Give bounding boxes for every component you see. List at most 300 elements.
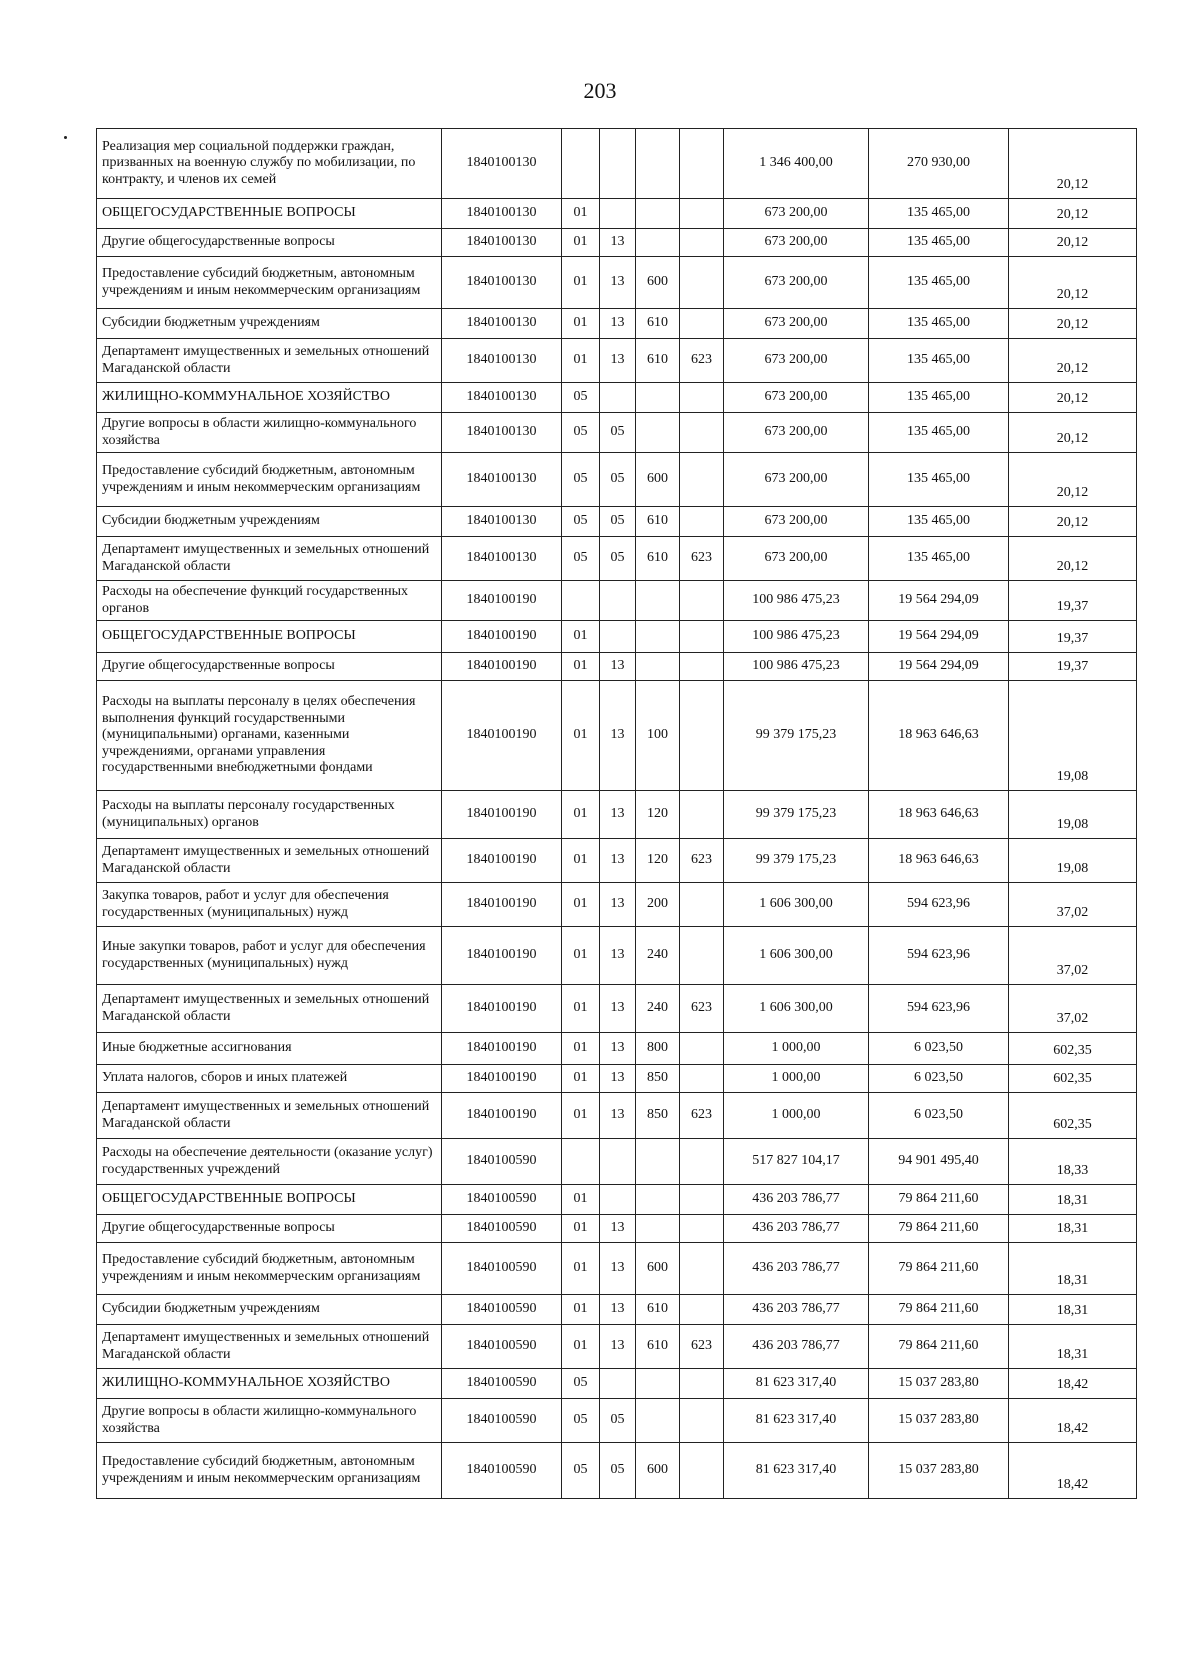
subsection-code: 13 [600,1093,636,1139]
expense-type-code: 610 [636,1295,680,1325]
subsection-code: 13 [600,839,636,883]
target-code: 1840100130 [442,339,562,383]
admin-code [680,581,724,621]
row-description: Предоставление субсидий бюджетным, автономным учреждениям и иным некоммерческим организациям [97,453,442,507]
percent-executed: 602,35 [1009,1065,1137,1093]
admin-code [680,791,724,839]
percent-executed: 18,42 [1009,1443,1137,1499]
percent-executed: 18,42 [1009,1369,1137,1399]
target-code: 1840100190 [442,883,562,927]
actual-amount: 135 465,00 [869,507,1009,537]
subsection-code [600,1185,636,1215]
planned-amount: 99 379 175,23 [724,681,869,791]
expense-type-code [636,383,680,413]
actual-amount: 6 023,50 [869,1065,1009,1093]
subsection-code: 13 [600,1215,636,1243]
target-code: 1840100190 [442,1065,562,1093]
planned-amount: 1 606 300,00 [724,883,869,927]
planned-amount: 517 827 104,17 [724,1139,869,1185]
target-code: 1840100590 [442,1139,562,1185]
row-description: ОБЩЕГОСУДАРСТВЕННЫЕ ВОПРОСЫ [97,199,442,229]
section-code: 01 [562,1033,600,1065]
expense-type-code [636,129,680,199]
actual-amount: 135 465,00 [869,257,1009,309]
actual-amount: 19 564 294,09 [869,581,1009,621]
section-code: 05 [562,453,600,507]
percent-executed: 37,02 [1009,985,1137,1033]
row-description: Субсидии бюджетным учреждениям [97,507,442,537]
admin-code [680,1185,724,1215]
actual-amount: 79 864 211,60 [869,1185,1009,1215]
table-row [97,621,1137,653]
admin-code [680,1139,724,1185]
section-code: 05 [562,1399,600,1443]
subsection-code: 13 [600,257,636,309]
planned-amount: 673 200,00 [724,339,869,383]
actual-amount: 6 023,50 [869,1093,1009,1139]
target-code: 1840100590 [442,1443,562,1499]
expense-type-code [636,199,680,229]
expense-type-code [636,1139,680,1185]
row-description: Расходы на обеспечение функций государственных органов [97,581,442,621]
subsection-code [600,199,636,229]
admin-code [680,413,724,453]
actual-amount: 594 623,96 [869,985,1009,1033]
row-description: Предоставление субсидий бюджетным, автономным учреждениям и иным некоммерческим организациям [97,1443,442,1499]
row-description: Другие общегосударственные вопросы [97,229,442,257]
table-row [97,927,1137,985]
planned-amount: 673 200,00 [724,383,869,413]
target-code: 1840100590 [442,1185,562,1215]
table-row [97,1325,1137,1369]
percent-executed: 20,12 [1009,537,1137,581]
admin-code [680,507,724,537]
row-description: ОБЩЕГОСУДАРСТВЕННЫЕ ВОПРОСЫ [97,621,442,653]
actual-amount: 79 864 211,60 [869,1215,1009,1243]
percent-executed: 602,35 [1009,1033,1137,1065]
expense-type-code [636,621,680,653]
target-code: 1840100590 [442,1399,562,1443]
subsection-code: 05 [600,413,636,453]
planned-amount: 673 200,00 [724,229,869,257]
expense-type-code: 240 [636,927,680,985]
percent-executed: 18,33 [1009,1139,1137,1185]
row-description: Другие вопросы в области жилищно-коммунального хозяйства [97,413,442,453]
subsection-code: 13 [600,1243,636,1295]
target-code: 1840100130 [442,229,562,257]
expense-type-code: 600 [636,257,680,309]
actual-amount: 15 037 283,80 [869,1443,1009,1499]
row-description: Другие вопросы в области жилищно-коммунального хозяйства [97,1399,442,1443]
admin-code [680,1399,724,1443]
actual-amount: 135 465,00 [869,309,1009,339]
planned-amount: 436 203 786,77 [724,1243,869,1295]
percent-executed: 18,31 [1009,1325,1137,1369]
expense-type-code [636,1215,680,1243]
table-row [97,1215,1137,1243]
expense-type-code [636,229,680,257]
section-code: 01 [562,621,600,653]
expense-type-code [636,1399,680,1443]
table-row [97,1399,1137,1443]
table-row [97,339,1137,383]
table-row [97,1139,1137,1185]
target-code: 1840100130 [442,537,562,581]
admin-code [680,1033,724,1065]
target-code: 1840100130 [442,413,562,453]
admin-code: 623 [680,1325,724,1369]
table-row [97,1065,1137,1093]
expense-type-code [636,1369,680,1399]
table-row [97,883,1137,927]
planned-amount: 99 379 175,23 [724,839,869,883]
actual-amount: 79 864 211,60 [869,1243,1009,1295]
planned-amount: 1 346 400,00 [724,129,869,199]
row-description: Иные закупки товаров, работ и услуг для обеспечения государственных (муниципальных) нужд [97,927,442,985]
admin-code [680,229,724,257]
row-description: Департамент имущественных и земельных отношений Магаданской области [97,339,442,383]
subsection-code: 13 [600,1065,636,1093]
subsection-code: 13 [600,791,636,839]
admin-code [680,453,724,507]
admin-code [680,681,724,791]
table-row [97,839,1137,883]
subsection-code: 05 [600,537,636,581]
target-code: 1840100590 [442,1369,562,1399]
target-code: 1840100130 [442,383,562,413]
actual-amount: 135 465,00 [869,383,1009,413]
planned-amount: 1 000,00 [724,1093,869,1139]
expense-type-code: 100 [636,681,680,791]
admin-code [680,129,724,199]
section-code: 05 [562,537,600,581]
target-code: 1840100190 [442,839,562,883]
scan-speck [64,136,67,139]
table-row [97,1033,1137,1065]
section-code: 01 [562,309,600,339]
expense-type-code: 850 [636,1065,680,1093]
table-row [97,1443,1137,1499]
admin-code: 623 [680,839,724,883]
section-code: 01 [562,1065,600,1093]
percent-executed: 18,31 [1009,1215,1137,1243]
actual-amount: 18 963 646,63 [869,791,1009,839]
actual-amount: 135 465,00 [869,199,1009,229]
admin-code [680,621,724,653]
percent-executed: 20,12 [1009,339,1137,383]
admin-code [680,927,724,985]
actual-amount: 18 963 646,63 [869,839,1009,883]
planned-amount: 1 000,00 [724,1033,869,1065]
section-code: 01 [562,199,600,229]
actual-amount: 594 623,96 [869,927,1009,985]
target-code: 1840100190 [442,927,562,985]
table-row [97,681,1137,791]
planned-amount: 99 379 175,23 [724,791,869,839]
planned-amount: 673 200,00 [724,309,869,339]
subsection-code [600,129,636,199]
subsection-code [600,1369,636,1399]
row-description: ОБЩЕГОСУДАРСТВЕННЫЕ ВОПРОСЫ [97,1185,442,1215]
expense-type-code: 610 [636,537,680,581]
row-description: Предоставление субсидий бюджетным, автономным учреждениям и иным некоммерческим организациям [97,1243,442,1295]
section-code: 01 [562,985,600,1033]
target-code: 1840100130 [442,257,562,309]
budget-table [96,128,1137,1499]
target-code: 1840100130 [442,507,562,537]
table-row [97,537,1137,581]
table-row [97,453,1137,507]
percent-executed: 19,08 [1009,839,1137,883]
section-code: 01 [562,339,600,383]
actual-amount: 94 901 495,40 [869,1139,1009,1185]
planned-amount: 100 986 475,23 [724,653,869,681]
row-description: Предоставление субсидий бюджетным, автономным учреждениям и иным некоммерческим организациям [97,257,442,309]
planned-amount: 100 986 475,23 [724,621,869,653]
section-code: 01 [562,1093,600,1139]
percent-executed: 20,12 [1009,229,1137,257]
target-code: 1840100190 [442,791,562,839]
subsection-code: 13 [600,1295,636,1325]
subsection-code: 13 [600,229,636,257]
planned-amount: 1 000,00 [724,1065,869,1093]
planned-amount: 81 623 317,40 [724,1399,869,1443]
section-code: 01 [562,839,600,883]
actual-amount: 594 623,96 [869,883,1009,927]
expense-type-code [636,413,680,453]
row-description: Департамент имущественных и земельных отношений Магаданской области [97,1093,442,1139]
row-description: Закупка товаров, работ и услуг для обеспечения государственных (муниципальных) нужд [97,883,442,927]
actual-amount: 135 465,00 [869,413,1009,453]
actual-amount: 15 037 283,80 [869,1399,1009,1443]
expense-type-code: 600 [636,1243,680,1295]
expense-type-code [636,581,680,621]
planned-amount: 673 200,00 [724,199,869,229]
section-code: 01 [562,791,600,839]
actual-amount: 15 037 283,80 [869,1369,1009,1399]
subsection-code: 05 [600,453,636,507]
subsection-code: 13 [600,927,636,985]
percent-executed: 20,12 [1009,413,1137,453]
row-description: Иные бюджетные ассигнования [97,1033,442,1065]
section-code: 01 [562,229,600,257]
table-row [97,413,1137,453]
target-code: 1840100190 [442,653,562,681]
table-row [97,1093,1137,1139]
planned-amount: 100 986 475,23 [724,581,869,621]
row-description: ЖИЛИЩНО-КОММУНАЛЬНОЕ ХОЗЯЙСТВО [97,1369,442,1399]
expense-type-code: 610 [636,1325,680,1369]
percent-executed: 20,12 [1009,257,1137,309]
planned-amount: 436 203 786,77 [724,1325,869,1369]
expense-type-code [636,1185,680,1215]
admin-code [680,383,724,413]
subsection-code [600,621,636,653]
actual-amount: 270 930,00 [869,129,1009,199]
planned-amount: 436 203 786,77 [724,1185,869,1215]
target-code: 1840100190 [442,1033,562,1065]
percent-executed: 19,08 [1009,791,1137,839]
percent-executed: 18,31 [1009,1295,1137,1325]
row-description: Субсидии бюджетным учреждениям [97,309,442,339]
actual-amount: 135 465,00 [869,229,1009,257]
actual-amount: 19 564 294,09 [869,653,1009,681]
table-row [97,581,1137,621]
admin-code [680,1443,724,1499]
target-code: 1840100190 [442,621,562,653]
section-code: 01 [562,653,600,681]
percent-executed: 18,31 [1009,1243,1137,1295]
percent-executed: 37,02 [1009,883,1137,927]
subsection-code: 13 [600,339,636,383]
expense-type-code: 610 [636,309,680,339]
section-code: 05 [562,413,600,453]
page-number: 203 [583,78,617,103]
subsection-code: 13 [600,1033,636,1065]
target-code: 1840100190 [442,1093,562,1139]
actual-amount: 19 564 294,09 [869,621,1009,653]
percent-executed: 19,37 [1009,621,1137,653]
table-row [97,1369,1137,1399]
planned-amount: 1 606 300,00 [724,927,869,985]
percent-executed: 20,12 [1009,507,1137,537]
table-row [97,653,1137,681]
admin-code [680,1215,724,1243]
table-row [97,1243,1137,1295]
expense-type-code [636,653,680,681]
expense-type-code: 800 [636,1033,680,1065]
target-code: 1840100190 [442,985,562,1033]
table-row [97,257,1137,309]
section-code: 01 [562,1295,600,1325]
planned-amount: 436 203 786,77 [724,1215,869,1243]
row-description: Расходы на выплаты персоналу в целях обеспечения выполнения функций государственными (муниципальными) органами, казенными учреждениями, органами управления государственными внебюджетными фондами [97,681,442,791]
admin-code: 623 [680,985,724,1033]
planned-amount: 673 200,00 [724,413,869,453]
target-code: 1840100130 [442,309,562,339]
expense-type-code: 200 [636,883,680,927]
target-code: 1840100130 [442,199,562,229]
admin-code [680,1243,724,1295]
section-code [562,581,600,621]
table-row [97,229,1137,257]
subsection-code [600,383,636,413]
planned-amount: 673 200,00 [724,257,869,309]
admin-code [680,1065,724,1093]
table-row [97,309,1137,339]
subsection-code: 13 [600,985,636,1033]
admin-code [680,257,724,309]
subsection-code: 13 [600,1325,636,1369]
admin-code [680,199,724,229]
table-row [97,791,1137,839]
target-code: 1840100130 [442,453,562,507]
actual-amount: 135 465,00 [869,537,1009,581]
row-description: Реализация мер социальной поддержки граждан, призванных на военную службу по мобилизации, по контракту, и членов их семей [97,129,442,199]
target-code: 1840100590 [442,1215,562,1243]
target-code: 1840100190 [442,581,562,621]
section-code: 01 [562,1325,600,1369]
row-description: Расходы на выплаты персоналу государственных (муниципальных) органов [97,791,442,839]
row-description: Другие общегосударственные вопросы [97,1215,442,1243]
subsection-code: 13 [600,681,636,791]
actual-amount: 135 465,00 [869,339,1009,383]
section-code: 01 [562,1215,600,1243]
section-code: 05 [562,1369,600,1399]
percent-executed: 602,35 [1009,1093,1137,1139]
expense-type-code: 610 [636,507,680,537]
target-code: 1840100590 [442,1325,562,1369]
expense-type-code: 240 [636,985,680,1033]
section-code: 01 [562,883,600,927]
section-code: 05 [562,383,600,413]
admin-code: 623 [680,1093,724,1139]
subsection-code [600,581,636,621]
section-code: 01 [562,681,600,791]
section-code: 01 [562,927,600,985]
target-code: 1840100590 [442,1295,562,1325]
admin-code: 623 [680,339,724,383]
target-code: 1840100190 [442,681,562,791]
subsection-code: 13 [600,883,636,927]
expense-type-code: 120 [636,791,680,839]
subsection-code: 05 [600,507,636,537]
section-code [562,1139,600,1185]
section-code: 01 [562,1185,600,1215]
planned-amount: 81 623 317,40 [724,1443,869,1499]
expense-type-code: 120 [636,839,680,883]
section-code: 05 [562,507,600,537]
expense-type-code: 850 [636,1093,680,1139]
row-description: Департамент имущественных и земельных отношений Магаданской области [97,537,442,581]
planned-amount: 81 623 317,40 [724,1369,869,1399]
percent-executed: 18,31 [1009,1185,1137,1215]
percent-executed: 20,12 [1009,453,1137,507]
actual-amount: 18 963 646,63 [869,681,1009,791]
row-description: Департамент имущественных и земельных отношений Магаданской области [97,985,442,1033]
subsection-code: 05 [600,1399,636,1443]
table-row [97,1295,1137,1325]
actual-amount: 135 465,00 [869,453,1009,507]
percent-executed: 20,12 [1009,129,1137,199]
expense-type-code: 610 [636,339,680,383]
target-code: 1840100590 [442,1243,562,1295]
subsection-code: 13 [600,309,636,339]
row-description: Расходы на обеспечение деятельности (оказание услуг) государственных учреждений [97,1139,442,1185]
admin-code [680,309,724,339]
admin-code [680,653,724,681]
percent-executed: 19,08 [1009,681,1137,791]
admin-code [680,883,724,927]
row-description: Субсидии бюджетным учреждениям [97,1295,442,1325]
actual-amount: 6 023,50 [869,1033,1009,1065]
table-row [97,985,1137,1033]
section-code: 05 [562,1443,600,1499]
percent-executed: 19,37 [1009,653,1137,681]
admin-code [680,1369,724,1399]
section-code [562,129,600,199]
table-row [97,507,1137,537]
percent-executed: 19,37 [1009,581,1137,621]
row-description: Уплата налогов, сборов и иных платежей [97,1065,442,1093]
table-row [97,199,1137,229]
percent-executed: 20,12 [1009,309,1137,339]
admin-code [680,1295,724,1325]
table-row [97,383,1137,413]
expense-type-code: 600 [636,453,680,507]
section-code: 01 [562,257,600,309]
subsection-code [600,1139,636,1185]
